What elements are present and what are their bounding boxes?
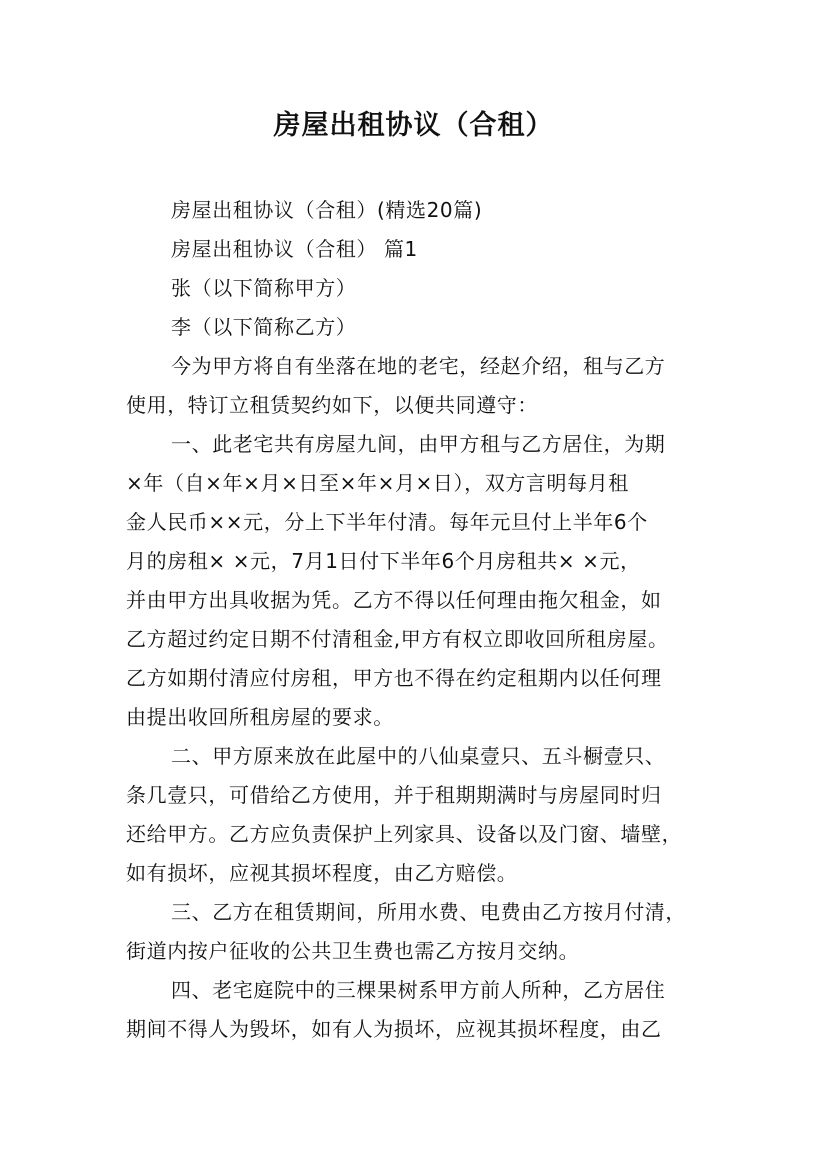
clause-3-line-1: 三、乙方在租赁期间，所用水费、电费由乙方按月付清， (171, 900, 686, 924)
subtitle-article: 房屋出租协议（合租） 篇1 (171, 237, 418, 261)
clause-1-line-3: 金人民币××元，分上下半年付清。每年元旦付上半年6个 (126, 510, 648, 534)
party-a-line: 张（以下简称甲方） (171, 276, 357, 300)
subtitle-collection: 房屋出租协议（合租）(精选20篇) (171, 198, 483, 222)
clause-1-line-1: 一、此老宅共有房屋九间，由甲方租与乙方居住，为期 (171, 432, 666, 456)
clause-2-line-1: 二、甲方原来放在此屋中的八仙桌壹只、五斗橱壹只、 (171, 744, 666, 768)
intro-line-1: 今为甲方将自有坐落在地的老宅，经赵介绍，租与乙方 (171, 354, 666, 378)
clause-1-line-6: 乙方超过约定日期不付清租金,甲方有权立即收回所租房屋。 (126, 627, 669, 651)
clause-1-line-8: 由提出收回所租房屋的要求。 (126, 705, 394, 729)
clause-1-line-4: 月的房租× ×元，7月1日付下半年6个月房租共× ×元， (126, 549, 641, 573)
party-b-line: 李（以下简称乙方） (171, 315, 357, 339)
intro-line-2: 使用，特订立租赁契约如下，以便共同遵守： (126, 393, 538, 417)
clause-4-line-1: 四、老宅庭院中的三棵果树系甲方前人所种，乙方居住 (171, 978, 666, 1002)
clause-1-line-7: 乙方如期付清应付房租，甲方也不得在约定租期内以任何理 (126, 666, 662, 690)
clause-2-line-3: 还给甲方。乙方应负责保护上列家具、设备以及门窗、墙壁， (126, 822, 683, 846)
document-title: 房屋出租协议（合租） (273, 110, 554, 141)
clause-3-line-2: 街道内按户征收的公共卫生费也需乙方按月交纳。 (126, 939, 580, 963)
clause-2-line-2: 条几壹只，可借给乙方使用，并于租期期满时与房屋同时归 (126, 783, 662, 807)
clause-1-line-2: ×年（自×年×月×日至×年×月×日），双方言明每月租 (126, 471, 629, 495)
clause-1-line-5: 并由甲方出具收据为凭。乙方不得以任何理由拖欠租金，如 (126, 588, 662, 612)
clause-4-line-2: 期间不得人为毁坏，如有人为损坏，应视其损坏程度，由乙 (126, 1017, 662, 1041)
clause-2-line-4: 如有损坏，应视其损坏程度，由乙方赔偿。 (126, 861, 518, 885)
